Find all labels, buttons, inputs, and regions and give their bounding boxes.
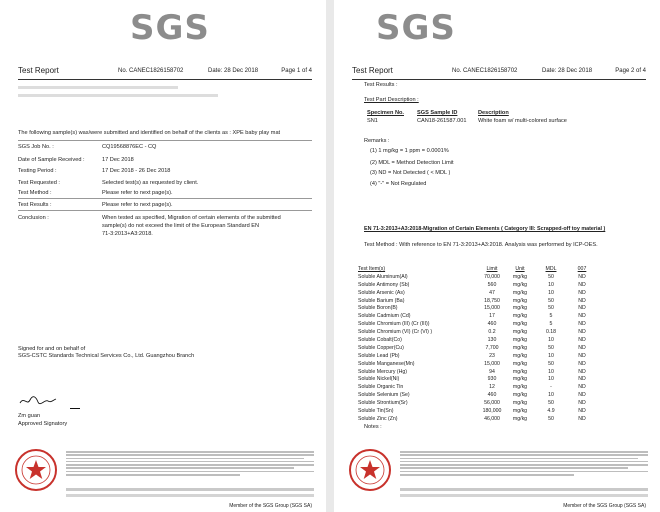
page-number: Page 2 of 4 xyxy=(615,68,646,74)
table-cell: 56,000 xyxy=(484,400,500,407)
page-title: Test Report xyxy=(352,66,393,75)
report-date: Date: 28 Dec 2018 xyxy=(208,68,259,74)
report-page-2 xyxy=(334,0,660,512)
spec-header: Description xyxy=(478,110,509,116)
table-cell: mg/kg xyxy=(512,352,528,359)
page-number: Page 1 of 4 xyxy=(281,68,312,74)
table-cell: mg/kg xyxy=(512,368,528,375)
table-cell: ND xyxy=(578,305,586,312)
table-cell: ND xyxy=(578,281,586,288)
table-cell: Soluble Arsenic (As) xyxy=(358,289,405,296)
divider xyxy=(18,210,312,211)
table-cell: mg/kg xyxy=(512,273,528,280)
table-cell: 23 xyxy=(489,352,495,359)
table-cell: ND xyxy=(578,407,586,414)
table-header-cell: Test Item(s) xyxy=(358,265,386,272)
page-title: Test Report xyxy=(18,66,59,75)
table-cell: ND xyxy=(578,400,586,407)
address-line xyxy=(66,488,314,491)
sgs-logo: SGS xyxy=(130,8,210,48)
table-row xyxy=(356,407,596,415)
redacted-address-line xyxy=(18,94,218,97)
table-cell: ND xyxy=(578,297,586,304)
table-row xyxy=(356,383,596,391)
table-row xyxy=(356,304,596,312)
conclusion-line: When tested as specified, Migration of certain elements of the submitted xyxy=(102,215,281,221)
table-cell: ND xyxy=(578,321,586,328)
table-cell: ND xyxy=(578,384,586,391)
table-cell: 0.18 xyxy=(545,329,557,336)
table-row xyxy=(356,352,596,360)
remark-item: (2) MDL = Method Detection Limit xyxy=(370,160,454,166)
page-header xyxy=(18,66,312,78)
table-cell: 10 xyxy=(548,352,554,359)
table-cell: 46,000 xyxy=(484,415,500,422)
table-cell: 130 xyxy=(487,336,497,343)
table-cell: 70,000 xyxy=(484,273,500,280)
divider xyxy=(18,198,312,199)
table-row xyxy=(356,328,596,336)
table-cell: 460 xyxy=(487,321,497,328)
table-cell: 5 xyxy=(549,321,553,328)
table-cell: Soluble Barium (Ba) xyxy=(358,297,405,304)
test-method: Test Method : With reference to EN 71-3:2013+A3:2018. Analysis was performed by ICP-OES. xyxy=(364,242,598,248)
table-cell: 10 xyxy=(548,289,554,296)
member-note: Member of the SGS Group (SGS SA) xyxy=(229,503,312,509)
table-cell: ND xyxy=(578,289,586,296)
table-cell: ND xyxy=(578,329,586,336)
table-cell: 94 xyxy=(489,368,495,375)
table-cell: mg/kg xyxy=(512,344,528,351)
report-number: No. CANEC1826158702 xyxy=(118,68,184,74)
table-cell: 10 xyxy=(548,368,554,375)
table-cell: - xyxy=(550,384,552,391)
table-cell: mg/kg xyxy=(512,297,528,304)
table-cell: 15,000 xyxy=(484,305,500,312)
legal-disclaimer xyxy=(400,451,648,481)
table-cell: Soluble Boron(B) xyxy=(358,305,398,312)
sgs-seal-stamp xyxy=(14,448,58,492)
table-cell: Soluble Copper(Cu) xyxy=(358,344,404,351)
table-cell: 0.2 xyxy=(488,329,496,336)
field-value: CQ19568876EC - CQ xyxy=(102,144,157,150)
field-value: 17 Dec 2018 - 26 Dec 2018 xyxy=(102,168,171,174)
table-row xyxy=(356,312,596,320)
table-cell: Soluble Selenium (Se) xyxy=(358,392,410,399)
table-cell: Soluble Zinc (Zn) xyxy=(358,415,398,422)
member-note: Member of the SGS Group (SGS SA) xyxy=(563,503,646,509)
field-value: Selected test(s) as requested by client. xyxy=(102,180,199,186)
table-cell: mg/kg xyxy=(512,376,528,383)
table-cell: mg/kg xyxy=(512,321,528,328)
results-table xyxy=(356,265,596,423)
address-line-cn xyxy=(400,494,648,497)
table-row xyxy=(356,297,596,305)
table-cell: mg/kg xyxy=(512,305,528,312)
table-cell: Soluble Chromium (VI) (Cr (VI) ) xyxy=(358,329,433,336)
spec-header: Specimen No. xyxy=(367,110,404,116)
field-label: SGS Job No. : xyxy=(18,144,54,150)
conclusion-line: 71-3:2013+A3:2018. xyxy=(102,231,153,237)
table-cell: 930 xyxy=(487,376,497,383)
signatory-title: Approved Signatory xyxy=(18,421,68,427)
page-header xyxy=(352,66,646,78)
spec-cell: White foam w/ multi-colored surface xyxy=(478,118,567,124)
table-row xyxy=(356,281,596,289)
table-cell: Soluble Mercury (Hg) xyxy=(358,368,408,375)
table-cell: 50 xyxy=(548,305,554,312)
table-cell: Soluble Chromium (III) (Cr (III)) xyxy=(358,321,430,328)
remark-item: (3) ND = Not Detected ( < MDL ) xyxy=(370,170,451,176)
signature-dash xyxy=(70,408,80,409)
sample-intro: The following sample(s) was/were submitted and identified on behalf of the clients as : XPE baby play mat xyxy=(18,130,281,136)
address-line xyxy=(400,488,648,491)
signed-line-2: SGS-CSTC Standards Technical Services Co., Ltd. Guangzhou Branch xyxy=(18,353,195,359)
table-cell: mg/kg xyxy=(512,313,528,320)
header-rule xyxy=(18,79,312,80)
redacted-client-line xyxy=(18,86,178,89)
field-label: Test Results : xyxy=(18,202,52,208)
remarks-label: Remarks : xyxy=(364,138,390,144)
table-cell: 15,000 xyxy=(484,360,500,367)
report-page-1 xyxy=(0,0,326,512)
table-cell: ND xyxy=(578,415,586,422)
conclusion-line: sample(s) do not exceed the limit of the European Standard EN xyxy=(102,223,260,229)
table-cell: 17 xyxy=(489,313,495,320)
field-label: Testing Period : xyxy=(18,168,57,174)
table-cell: Soluble Strontium(Sr) xyxy=(358,400,408,407)
section-title: EN 71-3:2013+A3:2018-Migration of Certain Elements ( Category III: Scrapped-off toy material ) xyxy=(364,226,606,232)
table-row xyxy=(356,360,596,368)
report-date: Date: 28 Dec 2018 xyxy=(542,68,593,74)
table-cell: Soluble Nickel(Ni) xyxy=(358,376,400,383)
header-rule xyxy=(352,79,646,80)
spec-cell: SN1 xyxy=(367,118,378,124)
table-cell: 460 xyxy=(487,392,497,399)
table-row xyxy=(356,289,596,297)
table-cell: 50 xyxy=(548,344,554,351)
table-cell: Soluble Tin(Sn) xyxy=(358,407,394,414)
table-header-cell: 007 xyxy=(577,265,587,272)
report-number: No. CANEC1826158702 xyxy=(452,68,518,74)
table-cell: mg/kg xyxy=(512,360,528,367)
signed-line-1: Signed for and on behalf of xyxy=(18,346,86,352)
table-cell: mg/kg xyxy=(512,415,528,422)
table-cell: mg/kg xyxy=(512,289,528,296)
field-label: Test Requested : xyxy=(18,180,60,186)
table-cell: mg/kg xyxy=(512,336,528,343)
table-cell: Soluble Aluminum(Al) xyxy=(358,273,408,280)
table-row xyxy=(356,391,596,399)
table-cell: mg/kg xyxy=(512,400,528,407)
table-row xyxy=(356,375,596,383)
table-cell: ND xyxy=(578,273,586,280)
sgs-logo: SGS xyxy=(376,8,456,48)
part-description-label: Test Part Description : xyxy=(364,97,419,103)
table-cell: Soluble Cobalt(Co) xyxy=(358,336,402,343)
table-cell: ND xyxy=(578,313,586,320)
table-cell: 50 xyxy=(548,297,554,304)
table-cell: mg/kg xyxy=(512,384,528,391)
table-cell: 50 xyxy=(548,400,554,407)
table-cell: 12 xyxy=(489,384,495,391)
table-cell: 180,000 xyxy=(482,407,502,414)
table-row xyxy=(356,368,596,376)
table-header-cell: Limit xyxy=(486,265,498,272)
divider xyxy=(18,140,312,141)
table-header-cell: Unit xyxy=(515,265,525,272)
spec-cell: CAN18-261587.001 xyxy=(417,118,467,124)
table-cell: ND xyxy=(578,392,586,399)
remark-item: (4) "-" = Not Regulated xyxy=(370,181,427,187)
table-cell: ND xyxy=(578,368,586,375)
table-cell: 18,750 xyxy=(484,297,500,304)
field-value: 17 Dec 2018 xyxy=(102,157,134,163)
table-cell: mg/kg xyxy=(512,407,528,414)
table-cell: 4.9 xyxy=(547,407,555,414)
table-cell: mg/kg xyxy=(512,329,528,336)
table-cell: Soluble Lead (Pb) xyxy=(358,352,400,359)
table-cell: Soluble Organic Tin xyxy=(358,384,404,391)
table-cell: 47 xyxy=(489,289,495,296)
table-cell: Soluble Cadmium (Cd) xyxy=(358,313,411,320)
table-header-cell: MDL xyxy=(545,265,557,272)
table-cell: 10 xyxy=(548,376,554,383)
table-cell: 50 xyxy=(548,360,554,367)
table-cell: ND xyxy=(578,344,586,351)
signatory-name: Zm guan xyxy=(18,413,41,419)
table-cell: Soluble Manganese(Mn) xyxy=(358,360,415,367)
remark-item: (1) 1 mg/kg = 1 ppm = 0.0001% xyxy=(370,148,449,154)
table-cell: 560 xyxy=(487,281,497,288)
table-cell: ND xyxy=(578,376,586,383)
table-cell: 50 xyxy=(548,415,554,422)
field-label: Test Method : xyxy=(18,190,52,196)
table-cell: ND xyxy=(578,360,586,367)
table-cell: 5 xyxy=(549,313,553,320)
table-cell: ND xyxy=(578,352,586,359)
table-cell: 10 xyxy=(548,281,554,288)
legal-disclaimer xyxy=(66,451,314,481)
sgs-seal-stamp xyxy=(348,448,392,492)
spec-header: SGS Sample ID xyxy=(417,110,458,116)
address-line-cn xyxy=(66,494,314,497)
table-cell: ND xyxy=(578,336,586,343)
field-value: Please refer to next page(s). xyxy=(102,190,173,196)
table-row xyxy=(356,399,596,407)
table-row xyxy=(356,344,596,352)
table-cell: mg/kg xyxy=(512,281,528,288)
conclusion-label: Conclusion : xyxy=(18,215,49,221)
table-row xyxy=(356,273,596,281)
table-header-row xyxy=(356,265,596,273)
table-row xyxy=(356,336,596,344)
table-row xyxy=(356,415,596,423)
field-value: Please refer to next page(s). xyxy=(102,202,173,208)
signature-image xyxy=(18,394,58,408)
table-cell: mg/kg xyxy=(512,392,528,399)
table-cell: 10 xyxy=(548,336,554,343)
results-label: Test Results : xyxy=(364,82,398,88)
table-cell: 7,700 xyxy=(485,344,499,351)
field-label: Date of Sample Received : xyxy=(18,157,85,163)
notes-label: Notes : xyxy=(364,424,382,430)
table-row xyxy=(356,320,596,328)
table-cell: 10 xyxy=(548,392,554,399)
table-cell: Soluble Antimony (Sb) xyxy=(358,281,410,288)
table-cell: 50 xyxy=(548,273,554,280)
